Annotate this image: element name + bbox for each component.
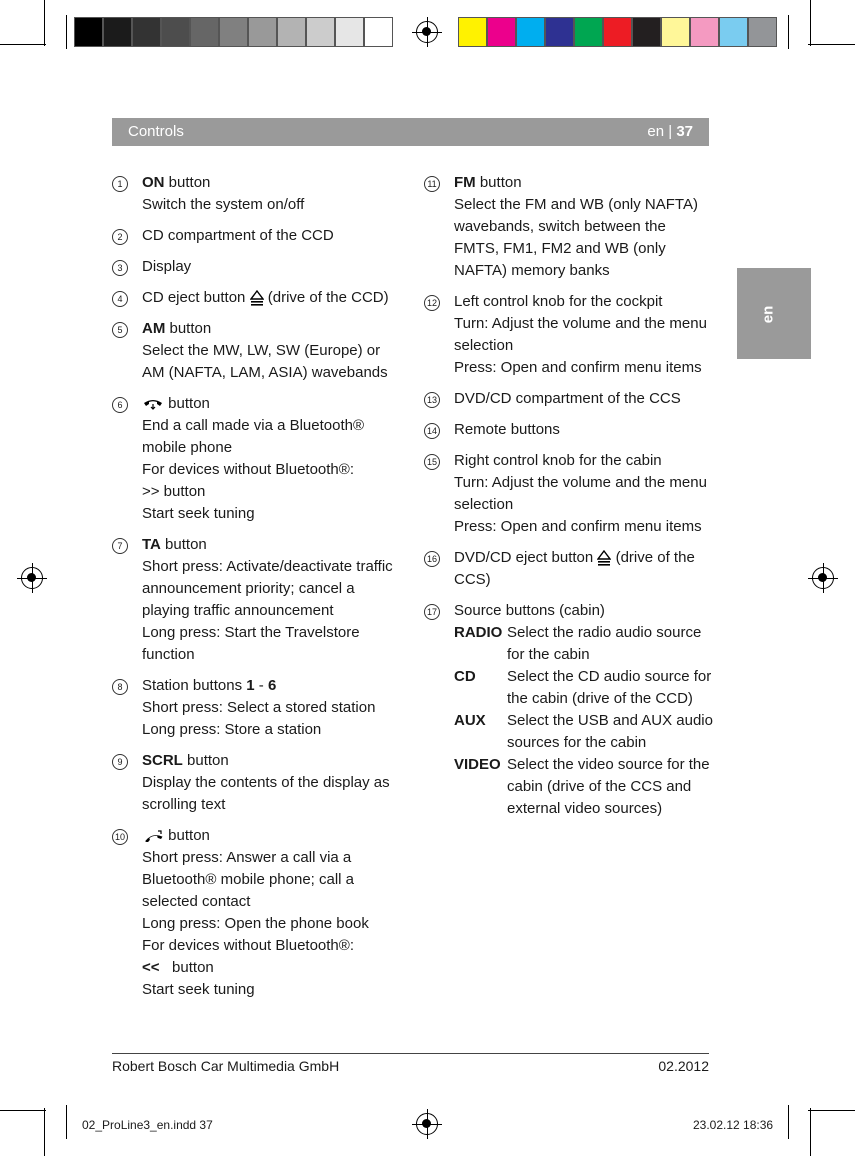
- crop-mark: [0, 1110, 46, 1111]
- crop-mark: [808, 1110, 855, 1111]
- hang-up-icon: [142, 398, 164, 410]
- crop-mark: [788, 1105, 789, 1139]
- list-item: 4 CD eject button (drive of the CCD): [112, 287, 402, 309]
- item-title: button: [168, 174, 211, 191]
- date-slug: 23.02.12 18:36: [693, 1118, 774, 1132]
- phone-pickup-icon: [142, 830, 164, 842]
- list-item: 1 ON button Switch the system on/off: [112, 172, 402, 216]
- list-item: 13 DVD/CD compartment of the CCS: [424, 388, 714, 410]
- list-item: 16 DVD/CD eject button (drive of the CCS): [424, 547, 714, 591]
- list-item: 17 Source buttons (cabin) RADIO Select the radio audio source for the cabin CD Select the CD audio source for the cabin (drive of the CCD) AUX Select the USB and AUX audio sources for the cabin VIDEO Select the video source for the cabin (drive of the CCS and external video sources): [424, 600, 714, 820]
- list-item: 3 Display: [112, 256, 402, 278]
- grayscale-bar: [74, 17, 393, 47]
- eject-icon: [250, 290, 264, 306]
- publisher: Robert Bosch Car Multimedia GmbH: [112, 1058, 340, 1074]
- list-item: 9 SCRL button Display the contents of the display as scrolling text: [112, 750, 402, 816]
- registration-mark-icon: [416, 1113, 438, 1135]
- file-slug: 02_ProLine3_en.indd 37: [82, 1118, 213, 1132]
- list-item: 7 TA button Short press: Activate/deactivate traffic announcement priority; cancel a playing traffic announcement Long press: Start the Travelstore function: [112, 534, 402, 666]
- list-item: 15 Right control knob for the cabin Turn: Adjust the volume and the menu selection Press: Open and confirm menu items: [424, 450, 714, 538]
- crop-mark: [788, 15, 789, 49]
- page-footer: [112, 1053, 709, 1074]
- crop-mark: [66, 15, 67, 49]
- crop-mark: [808, 44, 855, 45]
- registration-mark-icon: [812, 567, 834, 589]
- list-item: 12 Left control knob for the cockpit Turn: Adjust the volume and the menu selection Press: Open and confirm menu items: [424, 291, 714, 379]
- crop-mark: [0, 44, 46, 45]
- color-bar: [458, 17, 777, 47]
- list-item: 8 Station buttons 1 - 6 Short press: Select a stored station Long press: Store a station: [112, 675, 402, 741]
- list-item: 5 AM button Select the MW, LW, SW (Europe) or AM (NAFTA, LAM, ASIA) wavebands: [112, 318, 402, 384]
- left-column: [112, 172, 402, 1010]
- crop-mark: [66, 1105, 67, 1139]
- crop-mark: [810, 0, 811, 46]
- language-tab: en: [737, 268, 811, 359]
- list-item: 14 Remote buttons: [424, 419, 714, 441]
- date: 02.2012: [658, 1058, 709, 1074]
- page-number: en | 37: [647, 123, 693, 140]
- list-item: 6 button End a call made via a Bluetooth® mobile phone For devices without Bluetooth®: >> button Start seek tuning: [112, 393, 402, 525]
- list-item: 11 FM button Select the FM and WB (only NAFTA) wavebands, switch between the FMTS, FM1, FM2 and WB (only NAFTA) memory banks: [424, 172, 714, 282]
- crop-mark: [810, 1108, 811, 1156]
- list-item: 2 CD compartment of the CCD: [112, 225, 402, 247]
- list-item: 10 button Short press: Answer a call via a Bluetooth® mobile phone; call a selected contact Long press: Open the phone book For devices without Bluetooth®: << button Start seek tuning: [112, 825, 402, 1001]
- crop-mark: [44, 0, 45, 46]
- crop-mark: [44, 1108, 45, 1156]
- right-column: [424, 172, 714, 829]
- source-definitions: RADIO Select the radio audio source for the cabin CD Select the CD audio source for the cabin (drive of the CCD) AUX Select the USB and AUX audio sources for the cabin VIDEO Select the video source for the cabin (drive of the CCS and external video sources): [454, 624, 713, 817]
- registration-mark-icon: [416, 21, 438, 43]
- section-title: Controls: [128, 123, 184, 140]
- page-header: [112, 118, 709, 146]
- eject-icon: [597, 550, 611, 566]
- registration-mark-icon: [21, 567, 43, 589]
